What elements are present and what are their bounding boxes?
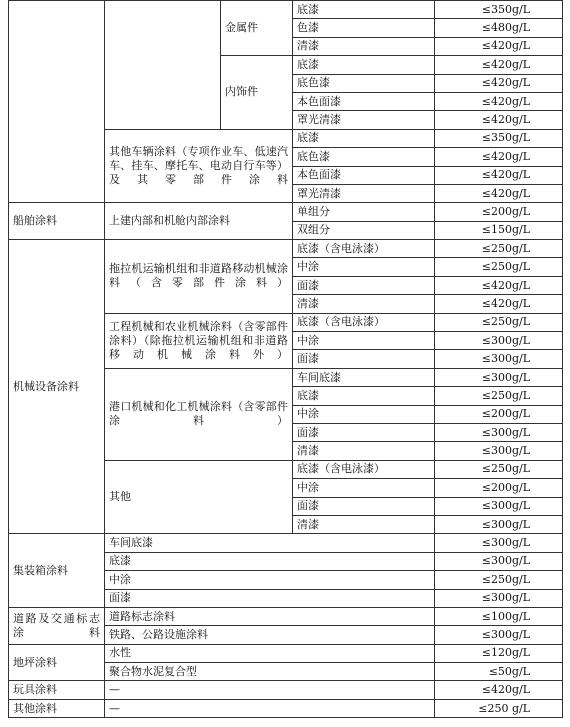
subcategory-cell: 底漆 [105, 552, 435, 570]
coating-type-cell: 罩光清漆 [293, 111, 435, 129]
table-row [9, 607, 563, 625]
coating-type-cell: 面漆 [293, 423, 435, 441]
table-row [9, 534, 563, 552]
coating-type-cell: 单组分 [293, 203, 435, 221]
limit-cell: ≤420g/L [435, 148, 563, 166]
subcategory-cell [105, 1, 221, 130]
coating-type-cell: 中涂 [293, 258, 435, 276]
table-row [9, 681, 563, 699]
limit-cell: ≤420g/L [435, 74, 563, 92]
category-cell: 机械设备涂料 [9, 240, 105, 534]
subcategory-cell: — [105, 681, 435, 699]
coating-type-cell: 面漆 [293, 497, 435, 515]
limit-cell: ≤420g/L [435, 37, 563, 55]
limit-cell: ≤420g/L [435, 295, 563, 313]
coating-type-cell: 中涂 [293, 332, 435, 350]
subcategory-cell: 道路标志涂料 [105, 607, 435, 625]
category-cell: 其他涂料 [9, 699, 105, 717]
table-row [9, 1, 563, 19]
limit-cell: ≤420g/L [435, 681, 563, 699]
limit-cell: ≤350g/L [435, 129, 563, 147]
category-cell: 船舶涂料 [9, 203, 105, 240]
category-cell: 集装箱涂料 [9, 534, 105, 608]
limit-cell: ≤420g/L [435, 184, 563, 202]
table-row [9, 699, 563, 717]
limit-cell: ≤120g/L [435, 644, 563, 662]
coating-type-cell: 底漆 [293, 387, 435, 405]
limit-cell: ≤150g/L [435, 221, 563, 239]
coating-type-cell: 清漆 [293, 37, 435, 55]
category-cell [9, 1, 105, 203]
voc-limit-table [8, 0, 563, 718]
coating-type-cell: 底漆（含电泳漆） [293, 313, 435, 331]
limit-cell: ≤250g/L [435, 313, 563, 331]
subcategory-cell: 港口机械和化工机械涂料（含零部件涂料） [105, 368, 293, 460]
table-row [9, 644, 563, 662]
coating-type-cell: 色漆 [293, 19, 435, 37]
coating-type-cell: 底色漆 [293, 74, 435, 92]
limit-cell: ≤300g/L [435, 497, 563, 515]
limit-cell: ≤420g/L [435, 276, 563, 294]
subcategory-cell: 中涂 [105, 571, 435, 589]
subcategory-cell: 上建内部和机舱内部涂料 [105, 203, 293, 240]
limit-cell: ≤480g/L [435, 19, 563, 37]
limit-cell: ≤420g/L [435, 56, 563, 74]
coating-type-cell: 清漆 [293, 515, 435, 533]
subcategory-cell: 车间底漆 [105, 534, 435, 552]
limit-cell: ≤250g/L [435, 571, 563, 589]
limit-cell: ≤420g/L [435, 92, 563, 110]
table-row [9, 240, 563, 258]
limit-cell: ≤100g/L [435, 607, 563, 625]
coating-type-cell: 本色面漆 [293, 92, 435, 110]
coating-type-cell: 双组分 [293, 221, 435, 239]
subcategory-cell: 铁路、公路设施涂料 [105, 626, 435, 644]
limit-cell: ≤300g/L [435, 589, 563, 607]
coating-type-cell: 中涂 [293, 479, 435, 497]
subcategory-cell: 其他 [105, 460, 293, 534]
limit-cell: ≤300g/L [435, 626, 563, 644]
limit-cell: ≤420g/L [435, 166, 563, 184]
limit-cell: ≤350g/L [435, 1, 563, 19]
subcategory-cell: 其他车辆涂料（专项作业车、低速汽车、挂车、摩托车、电动自行车等）及其零部件涂料 [105, 129, 293, 203]
limit-cell: ≤250g/L [435, 258, 563, 276]
coating-type-cell: 底漆 [293, 129, 435, 147]
limit-cell: ≤300g/L [435, 515, 563, 533]
limit-cell: ≤200g/L [435, 405, 563, 423]
subcategory-cell: 拖拉机运输机组和非道路移动机械涂料（含零部件涂料） [105, 240, 293, 314]
limit-cell: ≤50g/L [435, 663, 563, 681]
coating-type-cell: 面漆 [293, 276, 435, 294]
limit-cell: ≤300g/L [435, 368, 563, 386]
coating-type-cell: 底漆（含电泳漆） [293, 240, 435, 258]
limit-cell: ≤300g/L [435, 423, 563, 441]
part-cell: 内饰件 [221, 56, 293, 130]
subcategory-cell: 面漆 [105, 589, 435, 607]
part-cell: 金属件 [221, 1, 293, 56]
subcategory-cell: 聚合物水泥复合型 [105, 663, 435, 681]
limit-cell: ≤300g/L [435, 442, 563, 460]
coating-type-cell: 底漆（含电泳漆） [293, 460, 435, 478]
coating-type-cell: 罩光清漆 [293, 184, 435, 202]
limit-cell: ≤300g/L [435, 332, 563, 350]
limit-cell: ≤300g/L [435, 350, 563, 368]
limit-cell: ≤200g/L [435, 203, 563, 221]
coating-type-cell: 底漆 [293, 56, 435, 74]
limit-cell: ≤250g/L [435, 387, 563, 405]
coating-type-cell: 中涂 [293, 405, 435, 423]
coating-type-cell: 底色漆 [293, 148, 435, 166]
subcategory-cell: 工程机械和农业机械涂料（含零部件涂料）（除拖拉机运输机组和非道路移动机械涂料外） [105, 313, 293, 368]
limit-cell: ≤250g/L [435, 240, 563, 258]
limit-cell: ≤420g/L [435, 111, 563, 129]
limit-cell: ≤300g/L [435, 534, 563, 552]
coating-type-cell: 清漆 [293, 442, 435, 460]
category-cell: 地坪涂料 [9, 644, 105, 681]
limit-cell: ≤300g/L [435, 552, 563, 570]
table-row [9, 203, 563, 221]
coating-type-cell: 面漆 [293, 350, 435, 368]
limit-cell: ≤200g/L [435, 479, 563, 497]
category-cell: 道路及交通标志涂料 [9, 607, 105, 644]
limit-cell: ≤250g/L [435, 460, 563, 478]
limit-cell: ≤250 g/L [435, 699, 563, 717]
coating-type-cell: 本色面漆 [293, 166, 435, 184]
coating-type-cell: 车间底漆 [293, 368, 435, 386]
category-cell: 玩具涂料 [9, 681, 105, 699]
subcategory-cell: — [105, 699, 435, 717]
subcategory-cell: 水性 [105, 644, 435, 662]
coating-type-cell: 底漆 [293, 1, 435, 19]
coating-type-cell: 清漆 [293, 295, 435, 313]
